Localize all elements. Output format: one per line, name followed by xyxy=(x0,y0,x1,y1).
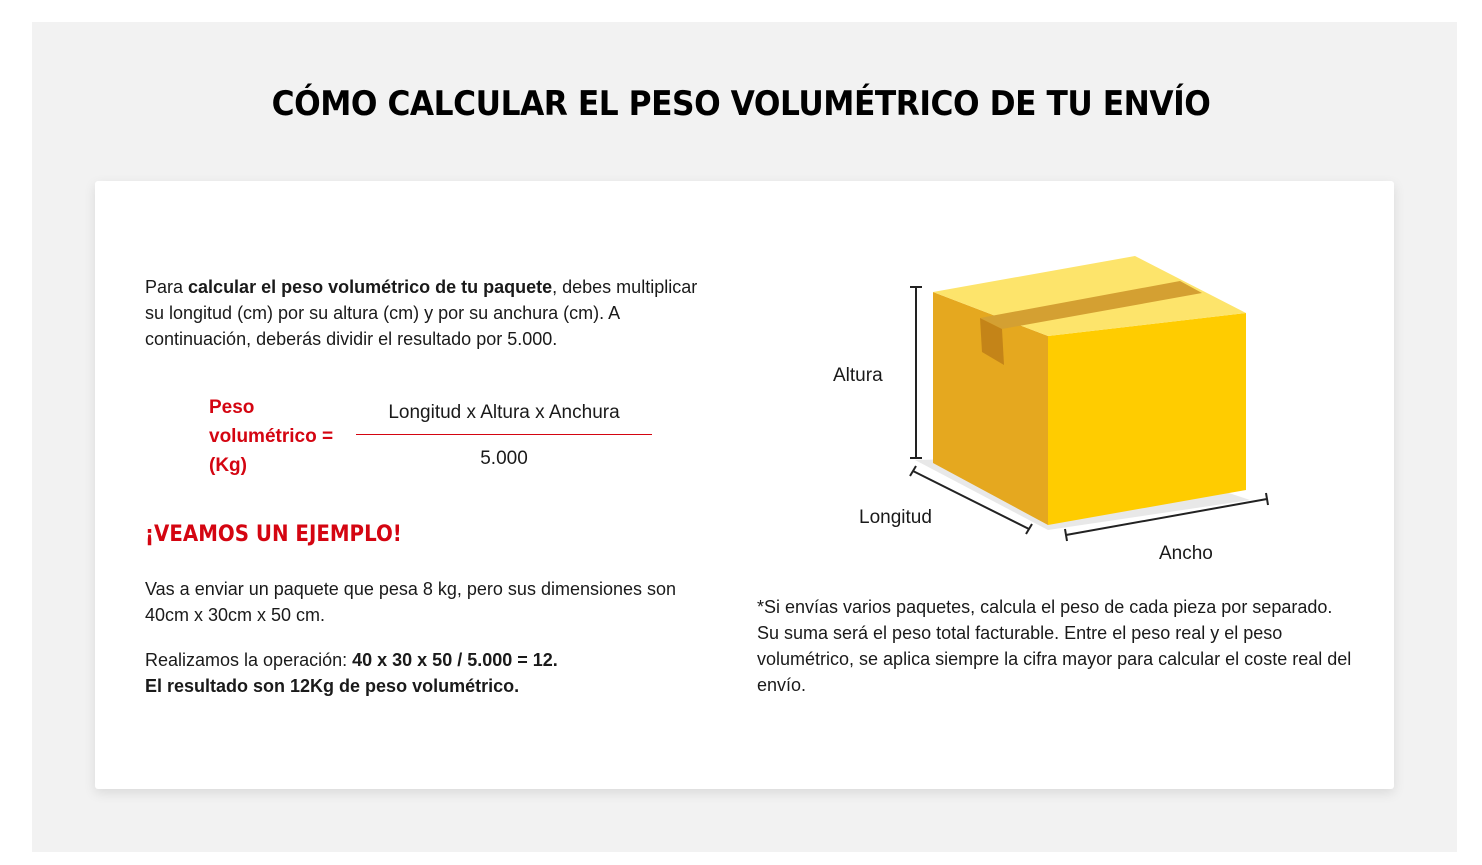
box-front-face xyxy=(1048,313,1246,525)
length-label: Longitud xyxy=(859,507,932,528)
height-label: Altura xyxy=(833,365,883,386)
example-calculation xyxy=(145,647,705,699)
formula-numerator: Longitud x Altura x Anchura xyxy=(388,402,620,423)
intro-paragraph xyxy=(145,274,705,352)
intro-text-bold: calcular el peso volumétrico de tu paquete xyxy=(188,277,553,297)
calculation-intro: Realizamos la operación: xyxy=(145,650,353,670)
calculation-result: El resultado son 12Kg de peso volumétrico. xyxy=(145,676,520,696)
formula-denominator: 5.000 xyxy=(480,448,528,469)
example-description: Vas a enviar un paquete que pesa 8 kg, pero sus dimensiones son 40cm x 30cm x 50 cm. xyxy=(145,579,677,625)
intro-text-end: , debes multiplicar su longitud (cm) por su altura (cm) y por su anchura (cm). A continuación, deberás dividir el resultado por 5.000. xyxy=(145,277,698,349)
width-label: Ancho xyxy=(1159,543,1213,564)
intro-text-start: Para xyxy=(145,277,189,297)
multiple-packages-note: *Si envías varios paquetes, calcula el peso de cada pieza por separado. Su suma será el peso total facturable. Entre el peso real y el peso volumétrico, se aplica siempre la cifra mayor para calcular el coste real del envío. xyxy=(757,597,1352,695)
formula-fraction-line xyxy=(356,434,652,435)
calculation-formula: 40 x 30 x 50 / 5.000 = 12. xyxy=(352,650,558,670)
formula-label-line: volumétrico = xyxy=(209,426,334,447)
example-heading: ¡VEAMOS UN EJEMPLO! xyxy=(145,522,402,547)
page-title: CÓMO CALCULAR EL PESO VOLUMÉTRICO DE TU ENVÍO xyxy=(271,84,1211,124)
formula-label xyxy=(209,393,359,480)
package-box-illustration xyxy=(820,240,1280,550)
width-measure-cap xyxy=(1266,493,1268,505)
formula-label-line: (Kg) xyxy=(209,455,247,476)
width-measure-cap xyxy=(1065,529,1067,541)
formula-label-line: Peso xyxy=(209,397,255,418)
